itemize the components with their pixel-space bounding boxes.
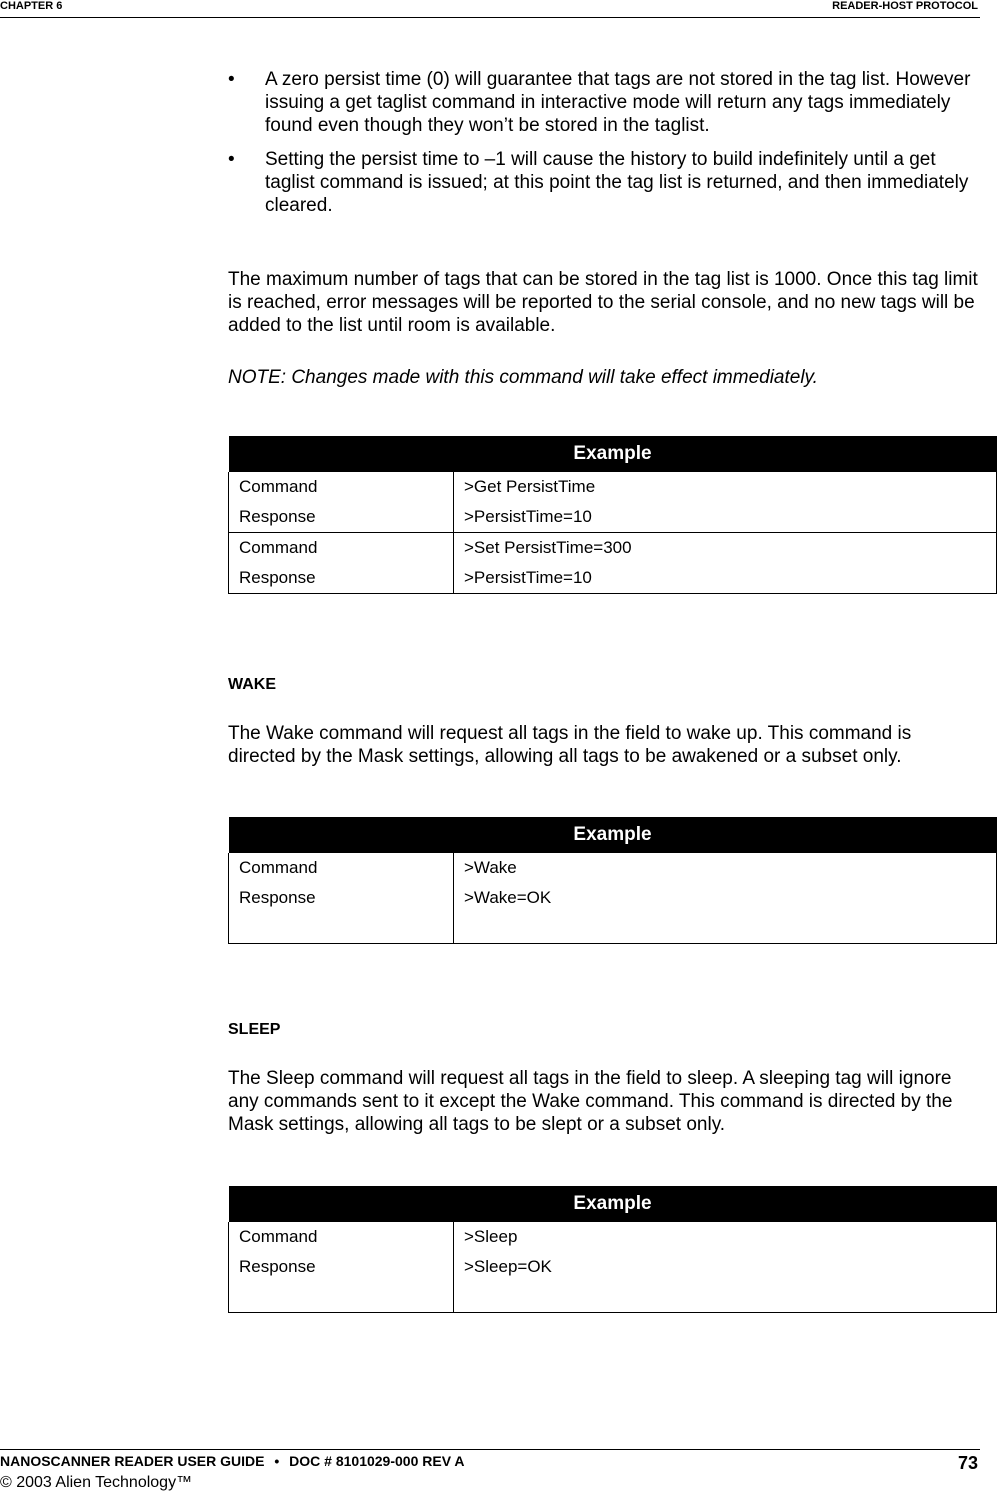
bullet-item bbox=[228, 148, 980, 217]
command-label: Command bbox=[239, 477, 318, 496]
guide-title: NANOSCANNER READER USER GUIDE bbox=[0, 1453, 265, 1469]
example-title: Example bbox=[229, 436, 997, 472]
note: NOTE: Changes made with this command will take effect immediately. bbox=[228, 367, 818, 388]
copyright: © 2003 Alien Technology™ bbox=[0, 1474, 193, 1491]
bullet-text: A zero persist time (0) will guarantee that tags are not stored in the tag list. However issuing a get taglist command in interactive mode will return any tags immediately found even though they won’t be stored in the taglist. bbox=[265, 69, 971, 136]
response-label: Response bbox=[239, 1257, 316, 1276]
command-value: >Wake bbox=[464, 858, 517, 877]
sleep-example-table bbox=[228, 1186, 997, 1313]
response-label: Response bbox=[239, 568, 316, 587]
example-title: Example bbox=[229, 1186, 997, 1222]
command-value: >Set PersistTime=300 bbox=[464, 538, 632, 557]
response-value: >Wake=OK bbox=[464, 888, 552, 907]
command-label: Command bbox=[239, 858, 318, 877]
bullet-dot-icon: • bbox=[228, 149, 235, 170]
command-value: >Sleep bbox=[464, 1227, 518, 1246]
command-value: >Get PersistTime bbox=[464, 477, 596, 496]
persist-time-bullets bbox=[228, 68, 980, 228]
bullet-text: Setting the persist time to –1 will cause the history to build indefinitely until a get taglist command is issued; at this point the tag list is returned, and then immediately cleared. bbox=[265, 149, 969, 216]
doc-number: DOC # 8101029-000 REV A bbox=[289, 1453, 465, 1469]
table-row bbox=[229, 1222, 997, 1313]
section-label: READER-HOST PROTOCOL bbox=[832, 0, 978, 12]
footer-separator: • bbox=[274, 1453, 280, 1469]
wake-description: The Wake command will request all tags in the field to wake up. This command is directed by the Mask settings, allowing all tags to be awakened or a subset only. bbox=[228, 723, 912, 767]
response-label: Response bbox=[239, 507, 316, 526]
example-title: Example bbox=[229, 817, 997, 853]
command-label: Command bbox=[239, 538, 318, 557]
command-label: Command bbox=[239, 1227, 318, 1246]
response-value: >PersistTime=10 bbox=[464, 507, 592, 526]
table-row bbox=[229, 472, 997, 533]
persist-time-example-table bbox=[228, 436, 997, 594]
footer-guide-line bbox=[0, 1453, 465, 1469]
table-row bbox=[229, 533, 997, 594]
max-tags-paragraph: The maximum number of tags that can be stored in the tag list is 1000. Once this tag limit is reached, error messages will be reported to the serial console, and no new tags will be added to the list until room is available. bbox=[228, 269, 978, 336]
response-value: >Sleep=OK bbox=[464, 1257, 552, 1276]
sleep-heading: SLEEP bbox=[228, 1021, 281, 1038]
wake-example-table bbox=[228, 817, 997, 944]
response-label: Response bbox=[239, 888, 316, 907]
bullet-dot-icon: • bbox=[228, 69, 235, 90]
page-footer bbox=[0, 1449, 980, 1491]
wake-heading: WAKE bbox=[228, 676, 276, 693]
sleep-description: The Sleep command will request all tags in the field to sleep. A sleeping tag will ignore any commands sent to it except the Wake command. This command is directed by the Mask settings, allowing all tags to be slept or a subset only. bbox=[228, 1068, 953, 1135]
chapter-label: CHAPTER 6 bbox=[0, 0, 63, 12]
response-value: >PersistTime=10 bbox=[464, 568, 592, 587]
table-row bbox=[229, 853, 997, 944]
page-header bbox=[0, 0, 980, 18]
bullet-item bbox=[228, 68, 980, 137]
page-number: 73 bbox=[957, 1453, 978, 1473]
